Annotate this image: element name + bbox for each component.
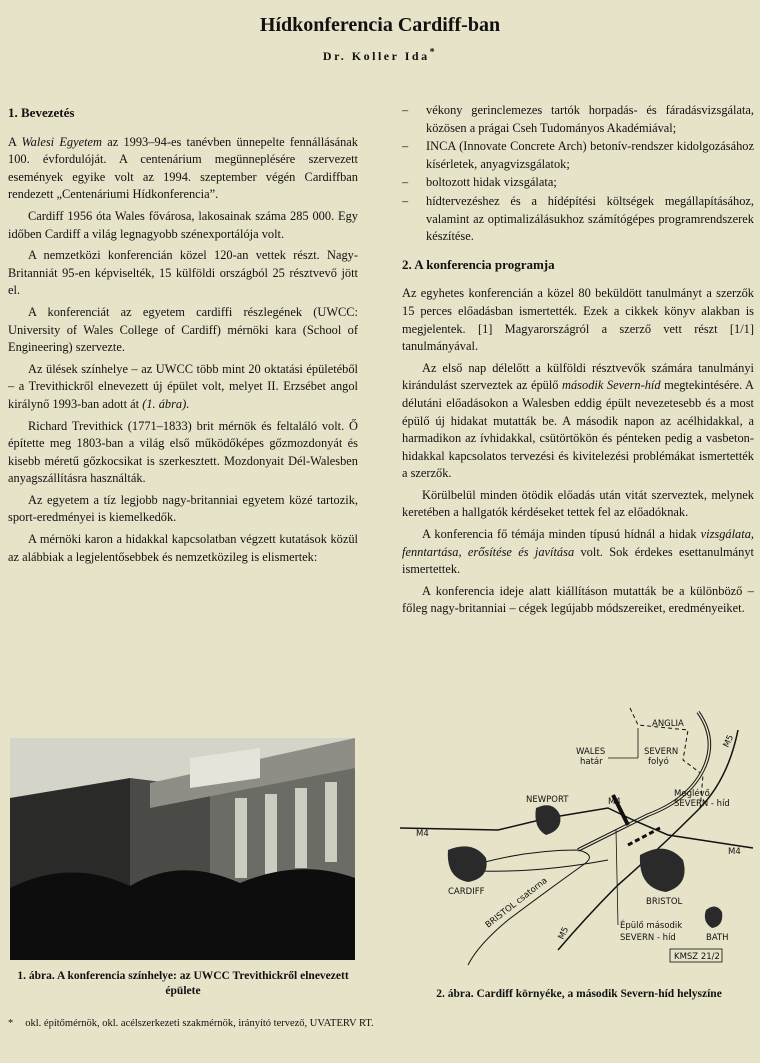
label-bristol: BRISTOL xyxy=(646,897,683,907)
paragraph-q5: A konferencia ideje alatt kiállításon mutatták be a különböző – főleg nagy-britanniai – cégek legújabb módszereiket, eredményeiket. xyxy=(402,583,754,616)
list-item: – INCA (Innovate Concrete Arch) betonív-rendszer kidolgozásához kísérletek, anyagvizsgálatok; xyxy=(402,138,754,173)
paragraph-8: A mérnöki karon a hidakkal kapcsolatban végzett kutatások közül az alábbiak a legjelentősebbek és nemzetközileg is elismertek: xyxy=(8,532,358,564)
label-m4-west: M4 xyxy=(416,829,429,839)
figure-1-caption: 1. ábra. A konferencia színhelye: az UWCC Trevithickről elnevezett épülete xyxy=(17,970,349,997)
text-run: az 1993–94-es tanévben ünnepelte fennállásának 100. évfordulóját. A centenárium megünneplésére szervezett események egyike volt az 1994. szeptember végén Cardiffban rendezett „Centenáriumi Hídkonferencia”. xyxy=(8,134,358,202)
label-cardiff: CARDIFF xyxy=(448,887,485,897)
figure-2-caption: 2. ábra. Cardiff környéke, a második Severn-híd helyszíne xyxy=(436,988,722,1000)
paragraph-7: Az egyetem a tíz legjobb nagy-britanniai egyetem közé tartozik, sport-eredményei is kiemelkedők. xyxy=(8,492,358,525)
label-m4-mid: M4 xyxy=(608,797,621,807)
cardiff-area xyxy=(448,846,487,882)
label-new-bridge-name: SEVERN - híd xyxy=(620,933,676,943)
label-m4-east: M4 xyxy=(728,847,741,857)
figure-reference: (1. ábra). xyxy=(142,396,190,411)
footnote xyxy=(8,1017,748,1030)
paragraph-6: Richard Trevithick (1771–1833) brit mérnök és feltaláló volt. Ő építette meg 1803-ban a világ első működőképes gőzmozdonyát és kisebb méretű gőzkocsikat is szerkesztett. Mozdonyait Dél-Walesben anyagszállításra használták. xyxy=(8,418,358,486)
text-run: A konferencia fő témája minden típusú hídnál a hidak xyxy=(422,527,701,542)
label-severn: SEVERN xyxy=(644,747,679,757)
bath-area xyxy=(705,906,722,928)
severn-river xyxy=(578,712,709,850)
building-photo-drawing xyxy=(10,738,355,960)
list-item: – hídtervezéshez és a hídépítési költségek megállapításához, valamint az optimalizálásukhoz számítógépes programrendszerek készítése. xyxy=(402,193,754,246)
paragraph-q1: Az egyhetes konferencián a közel 80 beküldött tanulmányt a szerzők 15 perces előadásban ismertették. Ezek a cikkek könyv alakban is megjelentek. [1] Magyarországról a szerző vett részt [1/1] tanulmányával. xyxy=(402,286,754,354)
author-footnote-mark: * xyxy=(429,47,438,58)
list-item: – vékony gerinclemezes tartók horpadás- és fáradásvizsgálata, közösen a prágai Cseh Tudományos Akadémiával; xyxy=(402,102,754,137)
italic-text: vizsgálata, fenntartása, erősítése és javítása xyxy=(402,527,754,559)
cardiff-region-map xyxy=(398,700,758,975)
text-run: Az ülések színhelye – az UWCC több mint 20 oktatási épületéből – a Trevithickről elnevezett új épület volt, melyet II. Erzsébet angol királynő 1993-ban adott át xyxy=(8,361,358,411)
label-wales-border: határ xyxy=(580,757,603,767)
label-anglia: ANGLIA xyxy=(652,719,684,729)
page-title: Hídkonferencia Cardiff-ban xyxy=(259,14,501,36)
text-run: volt. Sok érdekes esettanulmányt ismertettek. xyxy=(402,544,754,577)
italic-text: második Severn-híd xyxy=(562,378,661,393)
paragraph-4: A konferenciát az egyetem cardiffi részlegének (UWCC: University of Wales College of Cardiff) mérnöki kara (School of Engineering) szervezte. xyxy=(8,304,358,355)
right-column xyxy=(402,102,754,622)
left-column xyxy=(8,102,358,570)
paragraph-q4 xyxy=(402,526,754,579)
m4-motorway xyxy=(400,808,753,848)
newport-area xyxy=(535,805,560,835)
label-bath: BATH xyxy=(706,933,729,943)
map-code: KMSZ 21/2 xyxy=(674,952,720,962)
list-item: – boltozott hidak vizsgálata; xyxy=(402,174,754,192)
section-heading-2: 2. A konferencia programja xyxy=(402,256,555,272)
paragraph-5 xyxy=(8,361,358,414)
footnote-mark: * xyxy=(8,1018,14,1029)
paragraph-3: A nemzetközi konferencián közel 120-an vettek részt. Nagy-Britanniát 95-en képviselték, 15 külföldi országból 25 résztvevő jött el. xyxy=(8,248,358,298)
footnote-text: okl. építőmérnök, okl. acélszerkezeti szakmérnök, irányító tervező, UVATERV RT. xyxy=(25,1018,374,1029)
label-wales: WALES xyxy=(576,747,606,757)
italic-text: Walesi Egyetem xyxy=(21,134,102,149)
paragraph-2: Cardiff 1956 óta Wales fővárosa, lakosainak száma 285 000. Egy időben Cardiff a világ legnagyobb szénexportálója volt. xyxy=(8,208,358,241)
text-run: A xyxy=(8,134,22,149)
label-existing-bridge-name: SEVERN - híd xyxy=(674,799,730,809)
new-severn-bridge xyxy=(628,828,660,845)
paragraph-1 xyxy=(8,134,358,204)
author-name: Dr. Koller Ida xyxy=(322,49,430,63)
label-severn-river: folyó xyxy=(648,757,669,767)
building-photo xyxy=(10,738,355,960)
label-m5-north: M5 xyxy=(721,733,737,750)
bristol-area xyxy=(640,849,685,892)
label-newport: NEWPORT xyxy=(526,795,569,805)
paragraph-q3: Körülbelül minden ötödik előadás után vitát szerveztek, melynek keretében a hallgatók kérdéseket tettek fel az előadóknak. xyxy=(402,487,754,520)
text-run: Az első nap délelőtt a külföldi résztvevők számára tanulmányi kirándulást szerveztek az épülő xyxy=(402,360,754,393)
author-line xyxy=(0,47,760,64)
paragraph-q2 xyxy=(402,360,754,483)
section-heading-1: 1. Bevezetés xyxy=(8,105,75,120)
label-m5-south: M5 xyxy=(556,925,572,942)
label-existing-bridge: Meglévő xyxy=(674,789,710,799)
text-run: megtekintésére. A délutáni előadásokon a Walesben eddig épült nevezetesebb és a most épülő új hidakat mutatták be. A második napon az acélhidakkal, a harmadikon az ívhidakkal, csütörtökön és pénteken pedig a vasbeton-hidakkal kapcsolatos tervezési és kivitelezési problémákat ismertették a szerzők. xyxy=(402,378,754,481)
label-bristol-channel: BRISTOL csatorna xyxy=(483,875,550,931)
research-list xyxy=(402,102,754,246)
label-new-bridge: Épülő második xyxy=(620,921,683,931)
